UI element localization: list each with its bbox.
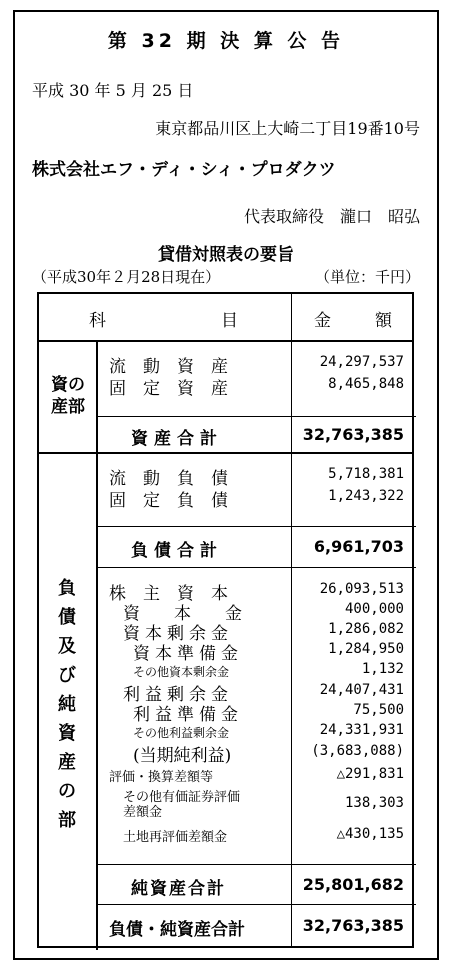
section-char: の xyxy=(58,781,76,802)
notice-title: 第 32 期 決 算 公 告 xyxy=(107,30,345,52)
section-char: 負 xyxy=(58,578,76,599)
header-item-2: 目 xyxy=(221,311,238,331)
section-char: 産 xyxy=(58,752,76,773)
capital-value: 400,000 xyxy=(344,601,404,617)
capital-label: 資 本 金 xyxy=(123,604,242,624)
liabilities-total-top xyxy=(96,526,416,527)
section-char: 及 xyxy=(58,636,76,657)
notice-date: 平成 30 年 5 月 25 日 xyxy=(32,81,194,100)
fixed-liabilities-value: 1,243,322 xyxy=(328,488,404,504)
assets-total-divider xyxy=(96,416,416,417)
fixed-assets-value: 8,465,848 xyxy=(328,376,404,392)
fixed-assets-label: 固 定 資 産 xyxy=(109,379,228,399)
balance-sheet-table xyxy=(37,292,414,948)
section-char: 債 xyxy=(58,607,76,628)
current-assets-value: 24,297,537 xyxy=(319,354,404,370)
liabilities-total-bottom xyxy=(96,567,416,568)
capital-surplus-value: 1,286,082 xyxy=(328,621,404,637)
net-income-value: (3,683,088) xyxy=(311,743,404,759)
section-char: 資 xyxy=(58,723,76,744)
legal-reserve-label: 利益準備金 xyxy=(133,705,243,725)
capital-reserve-label: 資本準備金 xyxy=(133,644,243,664)
shareholders-equity-value: 26,093,513 xyxy=(319,581,404,597)
grand-total-label: 負債・純資産合計 xyxy=(109,920,245,940)
grand-total-top xyxy=(96,904,416,905)
retained-earnings-value: 24,407,431 xyxy=(319,682,404,698)
assets-end-divider xyxy=(39,452,412,454)
valuation-adjustments-label: 評価・換算差額等 xyxy=(109,770,214,785)
liabilities-total-value: 6,961,703 xyxy=(313,537,404,556)
header-item-1: 科 xyxy=(89,311,106,331)
securities-valuation-label: その他有価証券評価 xyxy=(123,790,241,805)
net-income-label: (当期純利益) xyxy=(133,746,232,766)
capital-reserve-value: 1,284,950 xyxy=(328,641,404,657)
balance-sheet-title: 貸借対照表の要旨 xyxy=(158,245,294,265)
liabilities-equity-section-label xyxy=(52,574,82,835)
amount-column-divider xyxy=(291,294,292,946)
liabilities-total-label: 負債合計 xyxy=(131,541,223,561)
land-revaluation-label: 土地再評価差額金 xyxy=(123,830,228,845)
assets-total-label: 資産合計 xyxy=(131,429,223,449)
retained-earnings-label: 利益剰余金 xyxy=(123,685,233,705)
legal-reserve-value: 75,500 xyxy=(353,702,404,718)
net-assets-total-label: 純資産合計 xyxy=(131,879,226,899)
company-name: 株式会社エフ・ディ・シィ・プロダクツ xyxy=(32,160,336,180)
as-of-date: （平成30年２月28日現在） xyxy=(32,268,221,286)
fixed-liabilities-label: 固 定 負 債 xyxy=(109,491,228,511)
section-char: 純 xyxy=(58,694,76,715)
header-amount-2: 額 xyxy=(375,311,392,331)
land-revaluation-value: △430,135 xyxy=(336,826,404,842)
other-capital-surplus-value: 1,132 xyxy=(361,661,404,677)
current-liabilities-value: 5,718,381 xyxy=(328,466,404,482)
assets-section-divider xyxy=(96,340,98,452)
section-char: 部 xyxy=(58,810,76,831)
assets-total-value: 32,763,385 xyxy=(302,425,404,444)
company-address: 東京都品川区上大崎二丁目19番10号 xyxy=(155,119,420,138)
header-divider xyxy=(39,340,412,342)
net-assets-total-value: 25,801,682 xyxy=(302,875,404,894)
securities-valuation-value: 138,303 xyxy=(344,795,404,811)
section-char: び xyxy=(58,665,76,686)
current-assets-label: 流 動 資 産 xyxy=(109,357,228,377)
securities-valuation-label-2: 差額金 xyxy=(123,805,163,820)
grand-total-value: 32,763,385 xyxy=(302,916,404,935)
unit-label: （単位：千円） xyxy=(314,268,420,286)
current-liabilities-label: 流 動 負 債 xyxy=(109,469,228,489)
capital-surplus-label: 資本剰余金 xyxy=(123,624,233,644)
assets-section-label: 資の 産部 xyxy=(51,375,85,418)
shareholders-equity-label: 株 主 資 本 xyxy=(109,584,228,604)
valuation-adjustments-value: △291,831 xyxy=(336,766,404,782)
other-retained-earnings-label: その他利益剰余金 xyxy=(133,726,230,740)
header-amount-1: 金 xyxy=(314,311,331,331)
net-assets-total-top xyxy=(96,864,416,865)
other-capital-surplus-label: その他資本剰余金 xyxy=(133,665,230,679)
representative: 代表取締役 瀧口 昭弘 xyxy=(243,207,420,226)
other-retained-earnings-value: 24,331,931 xyxy=(319,722,404,738)
